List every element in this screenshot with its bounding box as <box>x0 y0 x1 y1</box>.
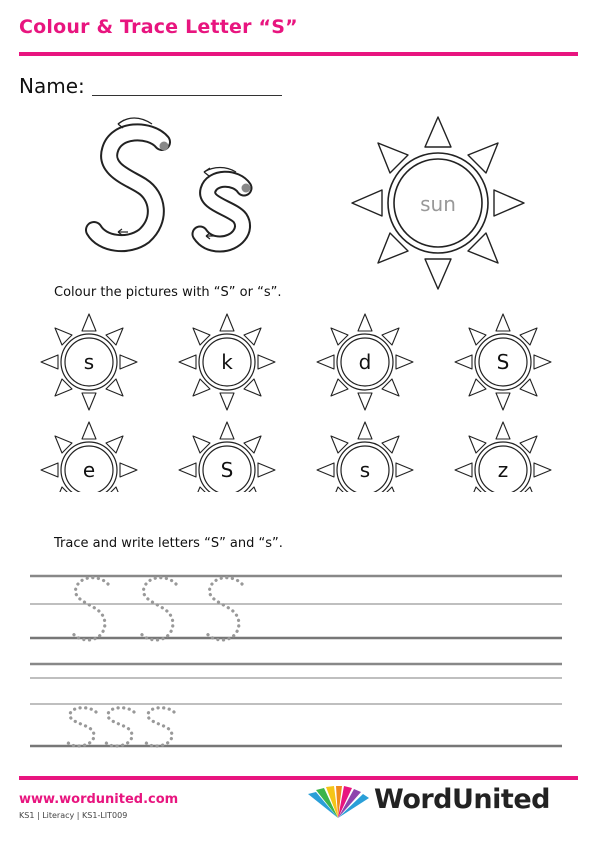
sun-letter: d <box>358 350 372 374</box>
sun-grid <box>40 312 560 492</box>
wordunited-logo-icon <box>306 786 370 822</box>
sun-item[interactable] <box>179 422 275 492</box>
lowercase-s-outline <box>200 179 244 244</box>
brand-name: WordUnited <box>374 784 550 815</box>
handwriting-practice-area[interactable] <box>30 570 562 755</box>
dotted-lowercase-s <box>104 708 134 746</box>
colour-instruction: Colour the pictures with “S” or “s”. <box>54 285 282 300</box>
dotted-lowercase-s <box>144 708 174 746</box>
sun-item[interactable] <box>317 422 413 492</box>
sun-letter: S <box>496 350 510 374</box>
uppercase-s-outline <box>94 132 162 243</box>
sun-letter: k <box>221 350 233 374</box>
dotted-uppercase-s <box>206 578 242 640</box>
name-label: Name: <box>19 74 85 98</box>
dotted-uppercase-s <box>72 578 108 640</box>
lowercase-start-dot <box>242 184 251 193</box>
example-sun-word: sun <box>420 192 456 216</box>
example-sun-icon <box>350 115 526 291</box>
letter-s-outline-figure <box>80 108 280 268</box>
header-divider <box>19 52 578 56</box>
sun-item[interactable] <box>317 314 413 410</box>
footer-divider <box>19 776 578 780</box>
name-field-line[interactable] <box>92 95 282 96</box>
uppercase-start-dot <box>160 142 169 151</box>
sun-letter: z <box>497 458 509 482</box>
sun-letter: e <box>82 458 96 482</box>
sun-letter: S <box>220 458 234 482</box>
page-title: Colour & Trace Letter “S” <box>19 16 298 38</box>
sun-letter: s <box>83 350 95 374</box>
sun-item[interactable] <box>179 314 275 410</box>
dotted-lowercase-s <box>66 708 96 746</box>
sun-item[interactable] <box>455 422 551 492</box>
footer-url-link[interactable]: www.wordunited.com <box>19 792 179 807</box>
sun-item[interactable] <box>41 422 137 492</box>
sun-item[interactable] <box>455 314 551 410</box>
footer-code: KS1 | Literacy | KS1-LIT009 <box>19 811 128 820</box>
trace-instruction: Trace and write letters “S” and “s”. <box>54 536 283 551</box>
sun-item[interactable] <box>41 314 137 410</box>
dotted-uppercase-s <box>140 578 176 640</box>
sun-letter: s <box>359 458 371 482</box>
